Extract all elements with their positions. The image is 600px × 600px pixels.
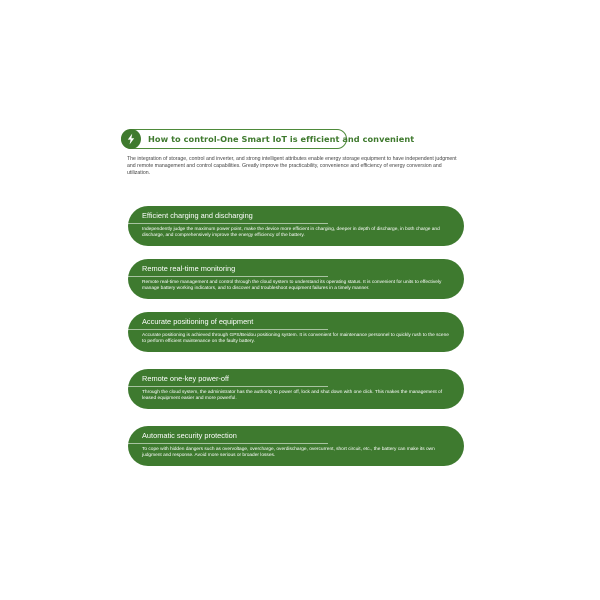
feature-divider — [128, 223, 328, 224]
feature-divider — [128, 386, 328, 387]
feature-divider — [128, 329, 328, 330]
feature-description: Through the cloud system, the administrator has the authority to power off, lock and shut down with one click. This makes the management of leased equipment easier and more powerful. — [142, 390, 443, 401]
feature-description: Remote real-time management and control through the cloud system to understand its operating status. It is convenient for units to effectively manage battery working indicators, and to discover and troubleshoot equipment failures in a timely manner. — [142, 280, 442, 291]
section-header — [121, 129, 415, 149]
feature-title: Automatic security protection — [142, 431, 237, 440]
feature-card-monitoring — [128, 259, 464, 299]
feature-card-positioning — [128, 312, 464, 352]
feature-card-security — [128, 426, 464, 466]
intro-paragraph: The integration of storage, control and inverter, and strong intelligent attributes enable energy storage equipment to have independent judgment and remote management and control capabilities. Greatly improve the practicability, convenience and efficiency of energy conversion and utilization. — [127, 156, 457, 177]
feature-title: Accurate positioning of equipment — [142, 317, 254, 326]
feature-divider — [128, 443, 328, 444]
feature-description: Accurate positioning is achieved through GPS/Beidou positioning system. It is convenient for maintenance personnel to quickly rush to the scene to perform efficient maintenance on the faulty battery. — [142, 333, 449, 344]
feature-card-charging — [128, 206, 464, 246]
section-title: How to control-One Smart IoT is efficient and convenient — [148, 134, 415, 144]
feature-title: Efficient charging and discharging — [142, 211, 253, 220]
feature-description: Independently judge the maximum power point, make the device more efficient in charging, deeper in depth of discharge, in both charge and discharge, and comprehensively improve the energy efficiency of the battery. — [142, 227, 440, 238]
feature-title: Remote real-time monitoring — [142, 264, 236, 273]
feature-card-power-off — [128, 369, 464, 409]
feature-title: Remote one-key power-off — [142, 374, 229, 383]
feature-description: To cope with hidden dangers such as overvoltage, overcharge, overdischarge, overcurrent, short circuit, etc., the battery can make its own judgment and response. Avoid more serious or broader losses. — [142, 447, 435, 458]
feature-divider — [128, 276, 328, 277]
lightning-bolt-icon — [121, 129, 141, 149]
